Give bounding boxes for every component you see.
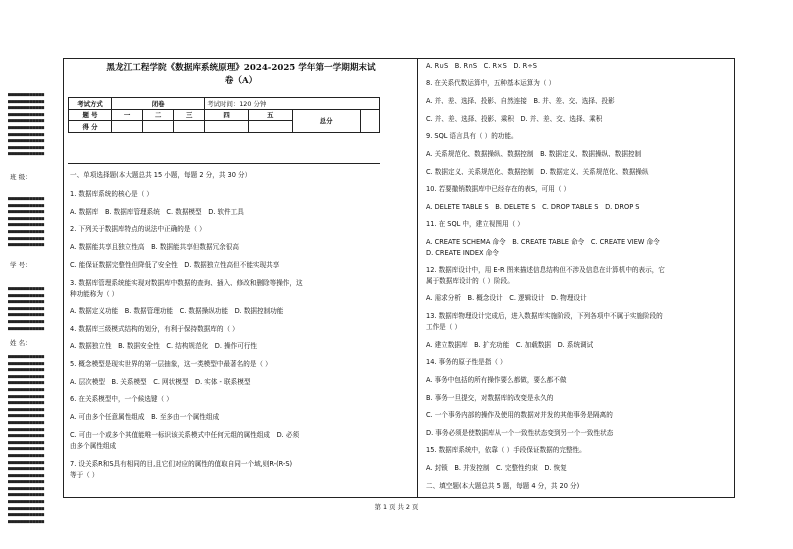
score-cell (112, 121, 143, 133)
question: 属于数据库设计的（ ）阶段。 (426, 277, 514, 285)
question: 9. SQL 语言具有（ ）的功能。 (426, 132, 518, 140)
question: 8. 在关系代数运算中，五种基本运算为（ ） (426, 79, 556, 87)
name-label: 姓 名： (10, 339, 32, 347)
dotted-line: ■■■■■■■■■■■■ ■■■■■■■■■■■■ ■■■■■■■■■■■■ ■■■■■■■■■■■■ ■■■■■■■■■■■■ ■■■■■■■■■■■■ ■■■■■■■■■■■■ ■■■■■■■■■■■■ (8, 196, 45, 249)
option-line: 由多个属性组成 (70, 442, 117, 450)
dotted-line: ■■■■■■■■■■■■ ■■■■■■■■■■■■ ■■■■■■■■■■■■ ■■■■■■■■■■■■ ■■■■■■■■■■■■ ■■■■■■■■■■■■ ■■■■■■■■■■■■ (8, 286, 45, 332)
section-heading: 二、填空题(本大题总共 5 题，每题 4 分，共 20 分) (426, 482, 580, 490)
option-line: A. 数据能共享且独立性高 B. 数据能共享但数据冗余很高 (70, 243, 239, 251)
section-heading: 一、单项选择题(本大题总共 15 小题，每题 2 分，共 30 分） (70, 171, 252, 179)
option-line: A. 并、差、选择、投影、自然连接 B. 并、差、交、选择、投影 (426, 97, 615, 105)
q-number: 五 (248, 109, 292, 121)
option-line: A. 封锁 B. 并发控制 C. 完整性约束 D. 恢复 (426, 464, 567, 472)
score-label: 得 分 (69, 121, 112, 133)
exam-title-line1: 黑龙江工程学院《数据库系统原理》2024-2025 学年第一学期期末试 (106, 63, 376, 73)
option-line: B. 事务一旦提交，对数据库的改变是永久的 (426, 394, 554, 402)
question: 10. 若要撤销数据库中已经存在的表S，可用（ ） (426, 185, 571, 193)
q-number: 三 (174, 109, 205, 121)
question: 种功能称为（ ） (70, 290, 119, 298)
option-line: A. 数据库 B. 数据库管理系统 C. 数据模型 D. 软件工具 (70, 208, 244, 216)
question: 13. 数据库物理设计完成后，进入数据库实施阶段，下列各项中不属于实施阶段的 (426, 312, 663, 320)
option-line: C. 数据定义、关系规范化、数据控制 D. 数据定义、关系规范化、数据操纵 (426, 168, 649, 176)
option-line: A. DELETE TABLE S B. DELETE S C. DROP TABLE S D. DROP S (426, 203, 640, 211)
exam-title (68, 62, 414, 88)
question: 4. 数据库三级模式结构的划分，有利于保持数据库的（ ） (70, 325, 239, 333)
score-table (68, 97, 380, 139)
option-line: C. 并、差、选择、投影、乘积 D. 并、差、交、选择、乘积 (426, 115, 603, 123)
question: 12. 数据库设计中，用 E-R 图来描述信息结构但不涉及信息在计算机中的表示，它 (426, 266, 665, 274)
exam-time: 考试时间：120 分钟 (205, 98, 380, 110)
option-line: C. 可由一个或多个其值能唯一标识该关系模式中任何元组的属性组成 D. 必须 (70, 431, 300, 439)
question: 11. 在 SQL 中，建立视图用（ ） (426, 220, 524, 228)
student-id-label: 学 号： (10, 261, 32, 269)
option-line: C. 一个事务内部的操作及使用的数据对并发的其他事务是隔离的 (426, 411, 613, 419)
question: 15. 数据库系统中，依靠（ ）手段保证数据的完整性。 (426, 446, 586, 454)
question: 14. 事务的原子性是指（ ） (426, 358, 507, 366)
option-line: A. 数据定义功能 B. 数据管理功能 C. 数据操纵功能 D. 数据控制功能 (70, 307, 284, 315)
dotted-line: ■■■■■■■■■■■■ ■■■■■■■■■■■■ ■■■■■■■■■■■■ ■■■■■■■■■■■■ ■■■■■■■■■■■■ ■■■■■■■■■■■■ ■■■■■■■■■■■■ ■■■■■■■■■■■■ ■■■■■■■■■■■■ ■■■■■■■■■■■■ (8, 92, 45, 158)
option-line: A. CREATE SCHEMA 命令 B. CREATE TABLE 命令 C. CREATE VIEW 命令 (426, 238, 660, 246)
score-cell (205, 121, 249, 133)
score-cell (143, 121, 174, 133)
option-line: A. 事务中包括的所有操作要么都做，要么都不做 (426, 376, 567, 384)
question: 2. 下列关于数据库特点的说法中正确的是（ ） (70, 225, 206, 233)
score-cell (248, 121, 292, 133)
option-line: C. 能保证数据完整性但降低了安全性 D. 数据独立性高但不能实现共享 (70, 261, 280, 269)
q-number: 一 (112, 109, 143, 121)
question: 等于（ ） (70, 471, 99, 479)
question: 1. 数据库系统的核心是（ ） (70, 190, 154, 198)
question: 6. 在关系模型中，一个候选键（ ） (70, 395, 173, 403)
option-line: D. 事务必须是使数据库从一个一致性状态变到另一个一致性状态 (426, 429, 614, 437)
question-number-label: 题 号 (69, 109, 112, 121)
binding-margin (8, 92, 58, 532)
option-line: A. 层次模型 B. 关系模型 C. 网状模型 D. 实体 - 联系模型 (70, 378, 251, 386)
option-line: A. 关系规范化、数据操纵、数据控制 B. 数据定义、数据操纵、数据控制 (426, 150, 642, 158)
option-line: A. 可由多个任意属性组成 B. 至多由一个属性组成 (70, 413, 220, 421)
section-rule (68, 163, 380, 164)
page-footer: 第 1 页 共 2 页 (374, 503, 419, 511)
exam-method-label: 考试方式 (69, 98, 112, 110)
option-line: A. 数据独立性 B. 数据安全性 C. 结构规范化 D. 操作可行性 (70, 342, 258, 350)
dotted-line: ■■■■■■■■■■■■ ■■■■■■■■■■■■ ■■■■■■■■■■■■ ■■■■■■■■■■■■ ■■■■■■■■■■■■ ■■■■■■■■■■■■ ■■■■■■■■■■■■ ■■■■■■■■■■■■ ■■■■■■■■■■■■ ■■■■■■■■■■■■ ■■■■■■■■■■■■ ■■■■■■■■■■■■ ■■■■■■■■■■■■ ■■■■■■■■■■■■ ■■■■■■■■■■■■ ■■■■■■■■■■■■ ■■■■■■■■■■■■ ■■■■■■■■■■■■ ■■■■■■■■■■■■ ■■■■■■■■■■■■ ■■■■■■■■■■■■ ■■■■■■■■■■■■ ■■■■■■■■■■■■ ■■■■■■■■■■■■ ■■■■■■■■■■■■ ■■■■■■■■■■■■ (8, 354, 45, 525)
class-label: 班 级： (10, 173, 32, 181)
q-number: 四 (205, 109, 249, 121)
column-divider (417, 58, 418, 498)
total-label: 总分 (292, 109, 360, 132)
option-line: A. 需求分析 B. 概念设计 C. 逻辑设计 D. 物理设计 (426, 294, 587, 302)
option-line: D. CREATE INDEX 命令 (426, 249, 499, 257)
option-line: A. R∪S B. R∩S C. R×S D. R÷S (426, 62, 537, 70)
question: 5. 概念模型是现实世界的第一层抽象，这一类模型中最著名的是（ ） (70, 360, 272, 368)
exam-title-line2: 卷（A） (224, 76, 258, 86)
question: 3. 数据库管理系统能实现对数据库中数据的查询、插入、修改和删除等操作，这 (70, 279, 303, 287)
total-score-cell (360, 109, 379, 132)
score-cell (174, 121, 205, 133)
question: 7. 设关系R和S具有相同的目,且它们对应的属性的值取自同一个域,则R-(R-S) (70, 460, 293, 468)
spacer (69, 132, 380, 139)
exam-method-value: 闭卷 (112, 98, 205, 110)
q-number: 二 (143, 109, 174, 121)
question: 工作是（ ） (426, 323, 462, 331)
option-line: A. 建立数据库 B. 扩充功能 C. 加载数据 D. 系统调试 (426, 341, 594, 349)
